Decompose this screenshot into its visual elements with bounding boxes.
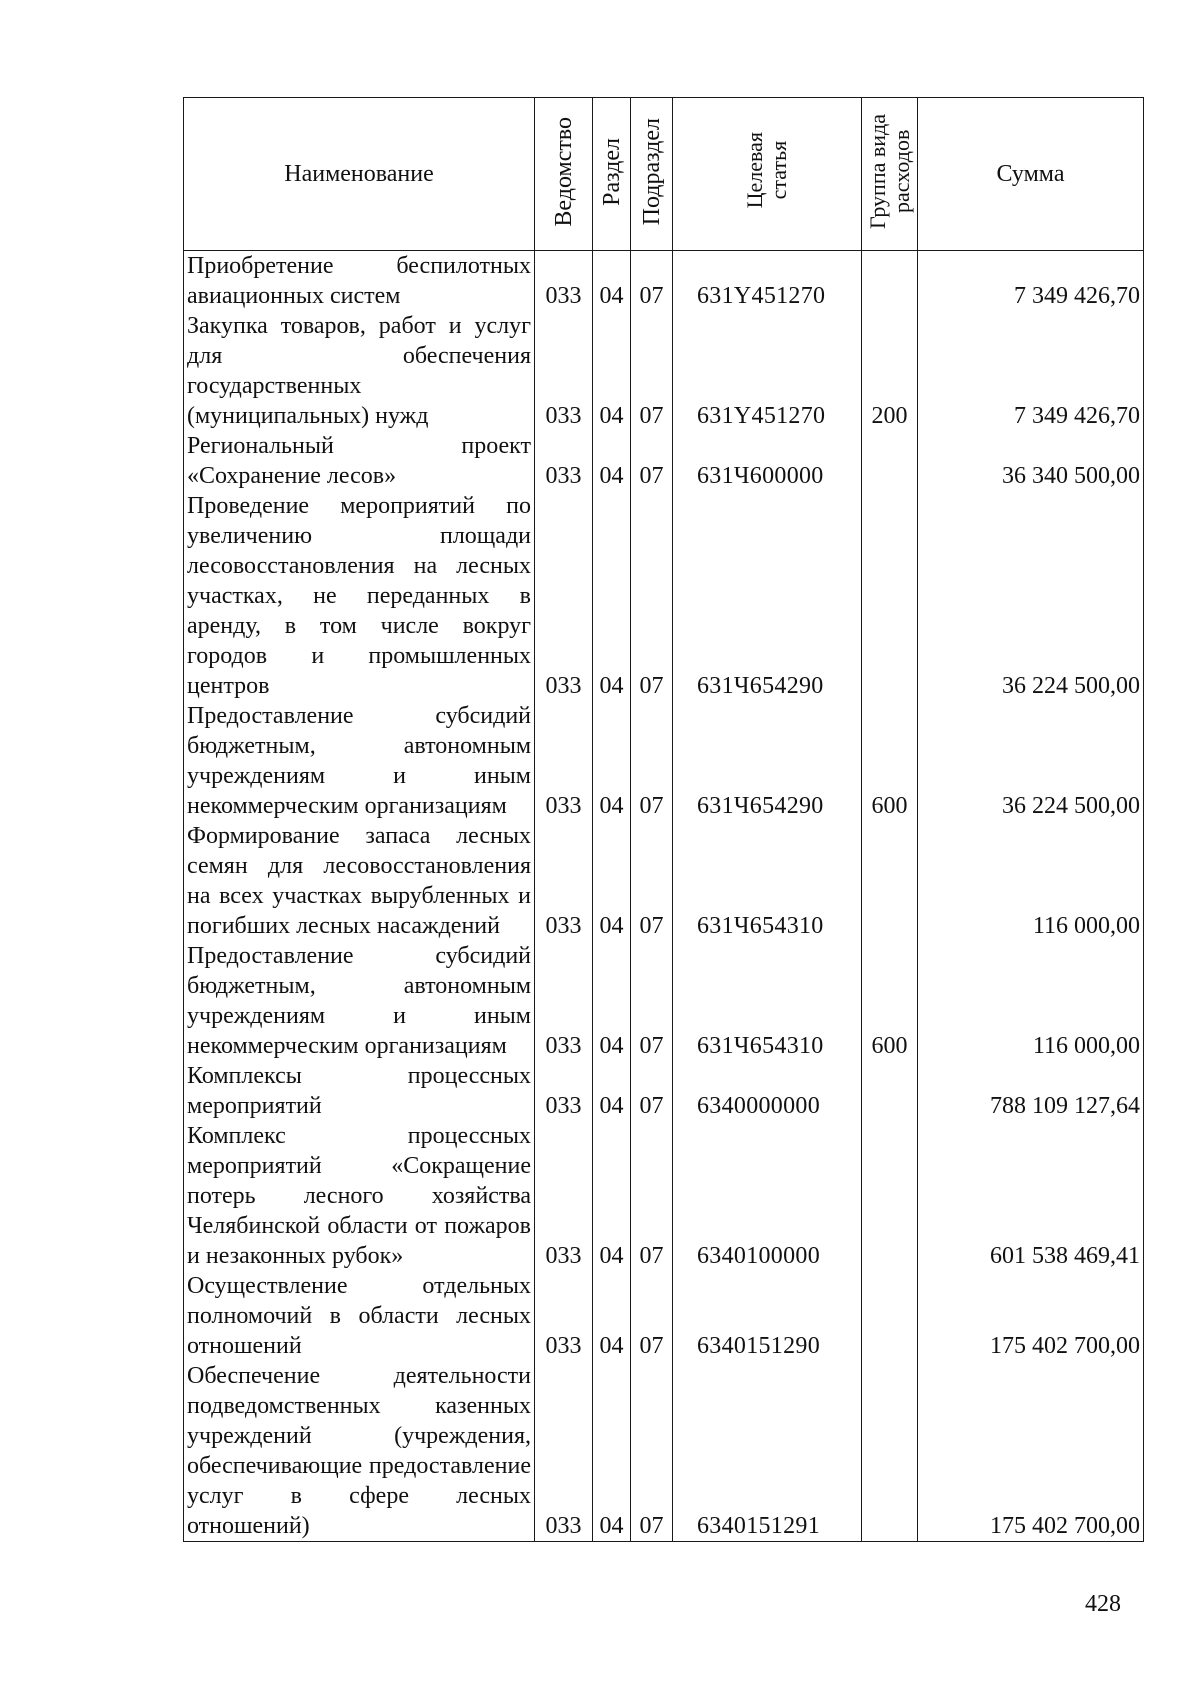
cell-podrazdel: 07: [631, 1271, 673, 1361]
cell-razdel: 04: [593, 1271, 631, 1361]
cell-razdel: 04: [593, 491, 631, 701]
cell-razdel: 04: [593, 701, 631, 821]
cell-vedomstvo: 033: [535, 1361, 593, 1542]
cell-name: Проведение мероприятий по увеличению площади лесовосстановления на лесных участках, не переданных в аренду, в том числе вокруг городов и промышленных центров: [184, 491, 535, 701]
table-row: [184, 821, 1144, 941]
budget-table: [183, 97, 1144, 1542]
cell-name: Предоставление субсидий бюджетным, автономным учреждениям и иным некоммерческим организациям: [184, 941, 535, 1061]
cell-summa: 175 402 700,00: [918, 1271, 1144, 1361]
cell-gruppa: [862, 1271, 918, 1361]
cell-summa: 7 349 426,70: [918, 251, 1144, 312]
cell-gruppa: [862, 1061, 918, 1121]
header-vedomstvo-label: Ведомство: [550, 116, 577, 227]
cell-name: Комплекс процессных мероприятий «Сокращение потерь лесного хозяйства Челябинской области от пожаров и незаконных рубок»: [184, 1121, 535, 1271]
cell-razdel: 04: [593, 1121, 631, 1271]
cell-name: Комплексы процессных мероприятий: [184, 1061, 535, 1121]
header-razdel-label: Раздел: [598, 137, 625, 206]
table-body: [184, 251, 1144, 1542]
cell-vedomstvo: 033: [535, 701, 593, 821]
header-summa-label: Сумма: [996, 161, 1065, 187]
table-row: [184, 431, 1144, 491]
cell-podrazdel: 07: [631, 251, 673, 312]
cell-celevaya: 631Ч654290: [673, 491, 862, 701]
header-gruppa-label: [866, 114, 914, 229]
header-razdel: [593, 98, 631, 251]
header-summa: [918, 98, 1144, 251]
cell-podrazdel: 07: [631, 1361, 673, 1542]
cell-podrazdel: 07: [631, 941, 673, 1061]
cell-razdel: 04: [593, 1361, 631, 1542]
cell-vedomstvo: 033: [535, 821, 593, 941]
cell-celevaya: 631Ч600000: [673, 431, 862, 491]
cell-name: Закупка товаров, работ и услуг для обеспечения государственных (муниципальных) нужд: [184, 311, 535, 431]
cell-summa: 116 000,00: [918, 821, 1144, 941]
cell-summa: 7 349 426,70: [918, 311, 1144, 431]
cell-podrazdel: 07: [631, 701, 673, 821]
header-gruppa-line1: Группа вида: [864, 114, 890, 229]
cell-gruppa: 600: [862, 701, 918, 821]
header-celevaya: [673, 98, 862, 251]
cell-podrazdel: 07: [631, 431, 673, 491]
cell-podrazdel: 07: [631, 1121, 673, 1271]
cell-celevaya: 6340100000: [673, 1121, 862, 1271]
table-row: [184, 1271, 1144, 1361]
cell-gruppa: [862, 431, 918, 491]
cell-gruppa: 200: [862, 311, 918, 431]
cell-gruppa: 600: [862, 941, 918, 1061]
cell-gruppa: [862, 1361, 918, 1542]
cell-celevaya: 631Ч654310: [673, 941, 862, 1061]
cell-podrazdel: 07: [631, 821, 673, 941]
table-row: [184, 251, 1144, 312]
header-row: [184, 98, 1144, 251]
cell-name: Предоставление субсидий бюджетным, автономным учреждениям и иным некоммерческим организациям: [184, 701, 535, 821]
page-number: 428: [1085, 1591, 1121, 1617]
cell-razdel: 04: [593, 941, 631, 1061]
cell-vedomstvo: 033: [535, 1061, 593, 1121]
cell-razdel: 04: [593, 1061, 631, 1121]
cell-podrazdel: 07: [631, 1061, 673, 1121]
header-name-label: Наименование: [284, 161, 434, 187]
cell-gruppa: [862, 1121, 918, 1271]
cell-name: Обеспечение деятельности подведомственных казенных учреждений (учреждения, обеспечивающие предоставление услуг в сфере лесных отношений): [184, 1361, 535, 1542]
cell-vedomstvo: 033: [535, 941, 593, 1061]
table-row: [184, 701, 1144, 821]
cell-razdel: 04: [593, 251, 631, 312]
cell-celevaya: 631Ч654290: [673, 701, 862, 821]
cell-celevaya: 631Y451270: [673, 311, 862, 431]
header-celevaya-line2: статья: [766, 141, 791, 200]
cell-summa: 36 340 500,00: [918, 431, 1144, 491]
cell-vedomstvo: 033: [535, 431, 593, 491]
header-vedomstvo: [535, 98, 593, 251]
header-name: [184, 98, 535, 251]
cell-vedomstvo: 033: [535, 311, 593, 431]
cell-vedomstvo: 033: [535, 251, 593, 312]
table-row: [184, 491, 1144, 701]
cell-gruppa: [862, 821, 918, 941]
cell-podrazdel: 07: [631, 491, 673, 701]
cell-summa: 116 000,00: [918, 941, 1144, 1061]
header-celevaya-label: [743, 132, 791, 208]
cell-vedomstvo: 033: [535, 1271, 593, 1361]
table-header: [184, 98, 1144, 251]
cell-summa: 36 224 500,00: [918, 701, 1144, 821]
cell-celevaya: 6340151290: [673, 1271, 862, 1361]
cell-summa: 36 224 500,00: [918, 491, 1144, 701]
cell-name: Приобретение беспилотных авиационных систем: [184, 251, 535, 312]
cell-summa: 788 109 127,64: [918, 1061, 1144, 1121]
cell-vedomstvo: 033: [535, 491, 593, 701]
table-row: [184, 1121, 1144, 1271]
header-podrazdel: [631, 98, 673, 251]
cell-name: Формирование запаса лесных семян для лесовосстановления на всех участках вырубленных и погибших лесных насаждений: [184, 821, 535, 941]
cell-celevaya: 6340151291: [673, 1361, 862, 1542]
cell-razdel: 04: [593, 311, 631, 431]
header-gruppa-line2: расходов: [888, 129, 914, 214]
cell-vedomstvo: 033: [535, 1121, 593, 1271]
header-gruppa: [862, 98, 918, 251]
table-row: [184, 1061, 1144, 1121]
cell-celevaya: 631Y451270: [673, 251, 862, 312]
table-row: [184, 311, 1144, 431]
cell-gruppa: [862, 491, 918, 701]
cell-podrazdel: 07: [631, 311, 673, 431]
table-row: [184, 941, 1144, 1061]
cell-name: Региональный проект «Сохранение лесов»: [184, 431, 535, 491]
header-celevaya-line1: Целевая: [742, 132, 767, 209]
cell-razdel: 04: [593, 821, 631, 941]
cell-celevaya: 631Ч654310: [673, 821, 862, 941]
cell-celevaya: 6340000000: [673, 1061, 862, 1121]
cell-summa: 175 402 700,00: [918, 1361, 1144, 1542]
cell-summa: 601 538 469,41: [918, 1121, 1144, 1271]
cell-razdel: 04: [593, 431, 631, 491]
cell-gruppa: [862, 251, 918, 312]
header-podrazdel-label: Подраздел: [638, 117, 665, 226]
cell-name: Осуществление отдельных полномочий в области лесных отношений: [184, 1271, 535, 1361]
table-row: [184, 1361, 1144, 1542]
